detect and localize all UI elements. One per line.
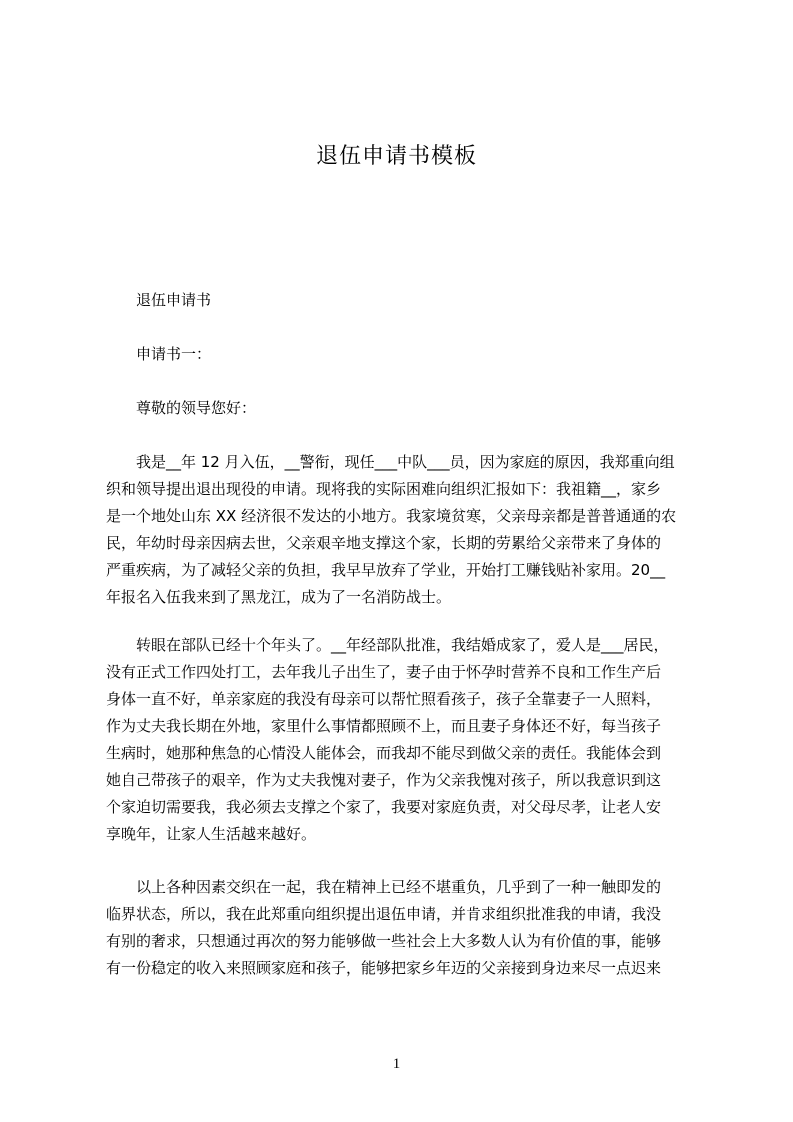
paragraph-line: 年报名入伍我来到了黑龙江，成为了一名消防战士。 [106,588,452,606]
paragraph-line: 有别的奢求，只想通过再次的努力能够做一些社会上大多数人认为有价值的事，能够 [106,932,662,950]
paragraph-line: 临界状态，所以，我在此郑重向组织提出退伍申请，并肯求组织批准我的申请，我没 [106,905,662,923]
salutation: 尊敬的领导您好： [136,399,257,417]
paragraph-line: 她自己带孩子的艰辛，作为丈夫我愧对妻子，作为父亲我愧对孩子，所以我意识到这 [106,771,662,789]
paragraph-line: 个家迫切需要我，我必须去支撑之个家了，我要对家庭负责，对父母尽孝，让老人安 [106,798,662,816]
paragraph-line: 严重疾病，为了减轻父亲的负担，我早早放弃了学业，开始打工赚钱贴补家用。20__ [106,561,666,579]
paragraph-line: 是一个地处山东 XX 经济很不发达的小地方。我家境贫寒，父亲母亲都是普普通通的农 [106,507,677,525]
paragraph-line: 享晚年，让家人生活越来越好。 [106,825,317,843]
paragraph-line: 织和领导提出退出现役的申请。现将我的实际困难向组织汇报如下：我祖籍__，家乡 [106,480,662,498]
paragraph-line: 民，年幼时母亲因病去世，父亲艰辛地支撑这个家，长期的劳累给父亲带来了身体的 [106,534,662,552]
section-heading: 退伍申请书 [136,291,212,309]
paragraph-line: 没有正式工作四处打工，去年我儿子出生了，妻子由于怀孕时营养不良和工作生产后 [106,663,662,681]
document-title: 退伍申请书模板 [315,144,477,169]
paragraph-line: 我是__年 12 月入伍，__警衔，现任___中队___员，因为家庭的原因，我郑重向组 [136,453,675,471]
page-number: 1 [392,1056,401,1072]
paragraph-line: 有一份稳定的收入来照顾家庭和孩子，能够把家乡年迈的父亲接到身边来尽一点迟来 [106,959,662,977]
paragraph-line: 转眼在部队已经十个年头了。__年经部队批准，我结婚成家了，爱人是___居民， [136,636,669,654]
paragraph-line: 作为丈夫我长期在外地，家里什么事情都照顾不上，而且妻子身体还不好，每当孩子 [106,717,662,735]
paragraph-line: 生病时，她那种焦急的心情没人能体会，而我却不能尽到做父亲的责任。我能体会到 [106,744,662,762]
paragraph-line: 身体一直不好，单亲家庭的我没有母亲可以帮忙照看孩子，孩子全靠妻子一人照料， [106,690,662,708]
section-subheading: 申请书一： [136,345,212,363]
paragraph-line: 以上各种因素交织在一起，我在精神上已经不堪重负，几乎到了一种一触即发的 [136,878,662,896]
